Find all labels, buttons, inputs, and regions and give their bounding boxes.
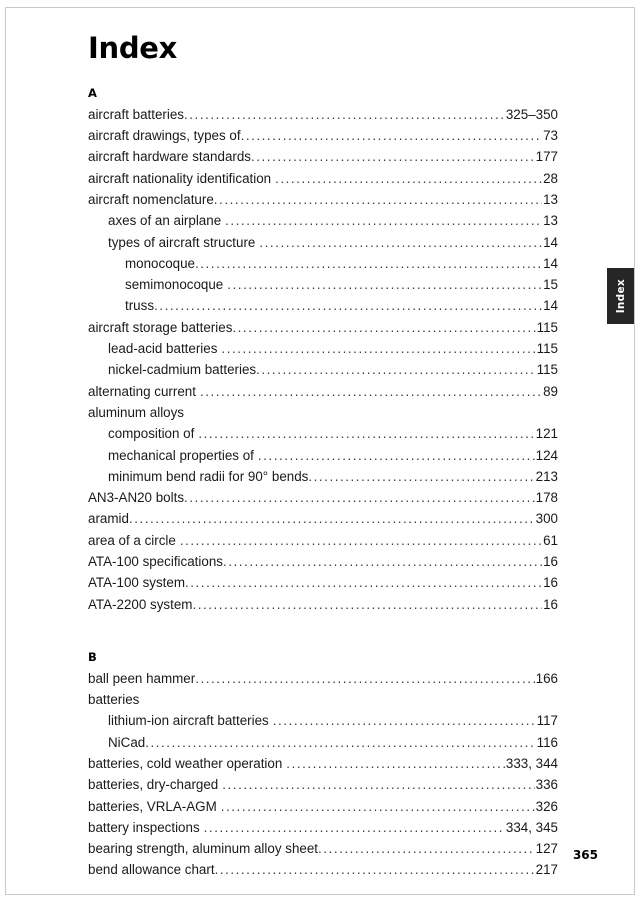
dot-leader — [256, 359, 536, 380]
index-entry[interactable] — [108, 232, 558, 253]
dot-leader — [251, 146, 535, 167]
dot-leader — [184, 104, 505, 125]
dot-leader — [271, 168, 542, 189]
index-entry-page: 124 — [535, 447, 558, 463]
letter-heading-b: B — [88, 649, 97, 664]
index-entry-page: 115 — [536, 341, 558, 357]
index-entry[interactable] — [88, 572, 558, 593]
index-entry[interactable] — [108, 466, 558, 487]
dot-leader — [214, 189, 542, 210]
index-entry-page: 334, 345 — [505, 819, 558, 835]
index-entry-label: bearing strength, aluminum alloy sheet — [88, 841, 319, 857]
index-entry-label: aircraft hardware standards — [88, 149, 251, 165]
index-entry-page: 213 — [535, 468, 558, 484]
dot-leader — [176, 530, 542, 551]
side-tab-label: Index — [614, 278, 627, 314]
index-entry-page: 16 — [543, 554, 558, 570]
index-entry[interactable] — [108, 338, 558, 359]
dot-leader — [223, 551, 542, 572]
index-entry[interactable] — [88, 530, 558, 551]
index-entry-page: 116 — [536, 734, 558, 750]
section-spacer — [88, 615, 558, 651]
index-entry[interactable] — [108, 423, 558, 444]
index-entry-label: axes of an airplane — [108, 213, 222, 229]
dot-leader — [282, 753, 505, 774]
dot-leader — [195, 668, 534, 689]
dot-leader — [185, 572, 542, 593]
index-entry[interactable] — [88, 753, 558, 774]
index-entry-page: 28 — [543, 170, 558, 186]
index-entry-label: truss — [125, 298, 155, 314]
dot-leader — [223, 274, 542, 295]
index-entry[interactable] — [125, 274, 558, 295]
index-entry-page: 14 — [543, 234, 558, 250]
index-entry[interactable] — [88, 551, 558, 572]
dot-leader — [221, 210, 542, 231]
index-entry-label: ATA-100 specifications — [88, 554, 223, 570]
index-entry[interactable] — [88, 508, 558, 529]
index-entry-page: 16 — [543, 575, 558, 591]
index-entry-page: 333, 344 — [505, 755, 558, 771]
dot-leader — [269, 710, 536, 731]
dot-leader — [308, 466, 534, 487]
index-entry[interactable] — [88, 317, 558, 338]
dot-leader — [215, 859, 535, 880]
index-entry-label: mechanical properties of — [108, 447, 254, 463]
index-entry[interactable] — [88, 104, 558, 125]
index-entry-label: ball peen hammer — [88, 670, 196, 686]
dot-leader — [200, 817, 505, 838]
dot-leader — [196, 381, 542, 402]
index-entry-label: aluminum alloys — [88, 404, 185, 420]
letter-heading-a: A — [88, 86, 98, 100]
index-entry-page: 61 — [543, 532, 558, 548]
index-entry[interactable] — [88, 594, 558, 615]
index-entry-label: ATA-100 system — [88, 575, 185, 591]
index-entry-page: 121 — [535, 426, 558, 442]
index-entry-label: alternating current — [88, 383, 196, 399]
index-entry-page: 178 — [535, 490, 558, 506]
index-entry[interactable] — [108, 210, 558, 231]
index-entry[interactable] — [88, 146, 558, 167]
dot-leader — [184, 487, 535, 508]
index-entry[interactable] — [88, 189, 558, 210]
index-entry-page: 117 — [536, 713, 558, 729]
index-entry-page: 13 — [543, 191, 558, 207]
index-entry-label: aramid — [88, 511, 129, 527]
dot-leader — [154, 295, 542, 316]
index-entry[interactable] — [88, 796, 558, 817]
index-entry[interactable] — [88, 381, 558, 402]
dot-leader — [195, 253, 542, 274]
index-entry-label: aircraft storage batteries — [88, 319, 233, 335]
index-entry-page: 326 — [535, 798, 558, 814]
dot-leader — [232, 317, 535, 338]
index-entry-label: battery inspections — [88, 819, 200, 835]
index-entry[interactable] — [88, 402, 558, 423]
index-entry-page: 127 — [535, 841, 558, 857]
index-entry-label: lead-acid batteries — [108, 341, 218, 357]
dot-leader — [217, 796, 535, 817]
index-entry-page: 16 — [543, 596, 558, 612]
index-entry[interactable] — [88, 838, 558, 859]
index-entry-label: aircraft drawings, types of — [88, 128, 241, 144]
index-entry-label: aircraft nomenclature — [88, 191, 214, 207]
index-entry-page: 300 — [535, 511, 558, 527]
index-entry-page: 115 — [536, 319, 558, 335]
dot-leader — [192, 594, 542, 615]
side-tab-index — [607, 268, 634, 324]
dot-leader — [217, 338, 535, 359]
dot-leader — [254, 445, 535, 466]
page-title: Index — [88, 31, 178, 65]
index-entry-label: composition of — [108, 426, 195, 442]
index-sections — [88, 87, 558, 881]
index-entry-label: batteries, dry-charged — [88, 777, 219, 793]
index-entry-page: 15 — [543, 277, 558, 293]
index-entry[interactable] — [88, 689, 558, 710]
index-entry-label: aircraft nationality identification — [88, 170, 272, 186]
dot-leader — [194, 423, 534, 444]
index-entry[interactable] — [125, 295, 558, 316]
page-number: 365 — [572, 848, 598, 862]
index-entry[interactable] — [108, 445, 558, 466]
index-entry-page: 13 — [543, 213, 558, 229]
index-entry-page: 89 — [543, 383, 558, 399]
index-entry-page: 177 — [535, 149, 558, 165]
index-entry[interactable] — [88, 168, 558, 189]
index-entry[interactable] — [88, 668, 558, 689]
index-entry[interactable] — [88, 817, 558, 838]
dot-leader — [241, 125, 543, 146]
index-entry-label: monocoque — [125, 255, 195, 271]
index-entry-page: 14 — [543, 255, 558, 271]
index-entry-label: AN3-AN20 bolts — [88, 490, 185, 506]
index-entry[interactable] — [88, 487, 558, 508]
dot-leader — [318, 838, 535, 859]
index-entry-label: batteries, VRLA-AGM — [88, 798, 217, 814]
index-entry-label: area of a circle — [88, 532, 176, 548]
index-entry-page: 217 — [535, 862, 558, 878]
index-content — [88, 31, 558, 881]
index-entry-label: batteries, cold weather operation — [88, 755, 283, 771]
index-entry-page: 73 — [543, 128, 558, 144]
index-entry[interactable] — [88, 774, 558, 795]
index-entry-page: 14 — [543, 298, 558, 314]
dot-leader — [218, 774, 534, 795]
index-entry[interactable] — [88, 859, 558, 880]
index-entry-label: NiCad — [108, 734, 146, 750]
index-entry-page: 115 — [536, 362, 558, 378]
index-entry-label: aircraft batteries — [88, 106, 185, 122]
index-entry[interactable] — [88, 125, 558, 146]
index-entry-label: semimonocoque — [125, 277, 224, 293]
dot-leader — [255, 232, 542, 253]
index-entry-label: bend allowance chart — [88, 862, 215, 878]
index-entry-label: minimum bend radii for 90° bends — [108, 468, 309, 484]
index-entry-page: 166 — [535, 670, 558, 686]
index-entry-label: batteries — [88, 692, 140, 708]
index-entry[interactable] — [125, 253, 558, 274]
index-entry-label: nickel-cadmium batteries — [108, 362, 257, 378]
dot-leader — [145, 732, 535, 753]
index-entry-label: ATA-2200 system — [88, 596, 193, 612]
index-entry[interactable] — [108, 732, 558, 753]
index-entry-page: 336 — [535, 777, 558, 793]
index-entry[interactable] — [108, 359, 558, 380]
index-entry-label: lithium-ion aircraft batteries — [108, 713, 269, 729]
index-entry-page: 325–350 — [505, 106, 558, 122]
dot-leader — [129, 508, 535, 529]
index-entry-label: types of aircraft structure — [108, 234, 256, 250]
index-entry[interactable] — [108, 710, 558, 731]
